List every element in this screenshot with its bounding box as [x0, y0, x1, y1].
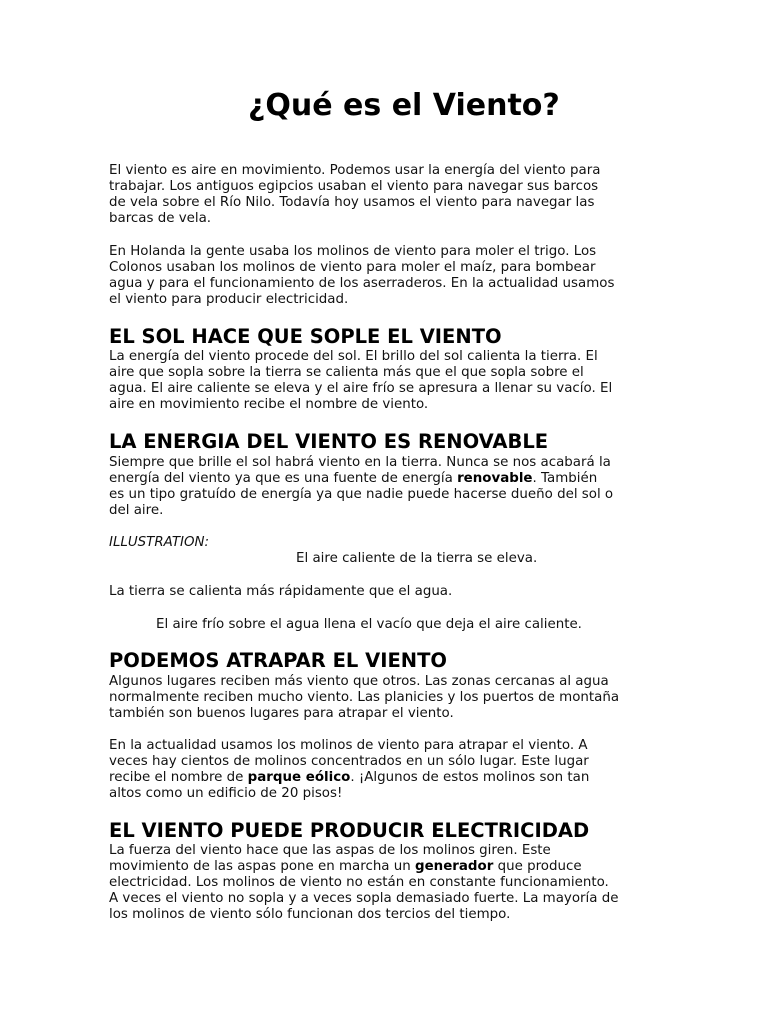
text-run: que produce electricidad. Los molinos de viento no están en constante funcionamiento. A veces el viento no sopla y a veces sopla demasiado fuerte. La mayoría de los molinos de viento sólo funcionan dos tercios del tiempo.: [109, 859, 619, 923]
intro-paragraph-1: El viento es aire en movimiento. Podemos usar la energía del viento para trabajar. Los antiguos egipcios usaban el viento para navegar sus barcos de vela sobre el Río Nilo. Todavía hoy usamos el viento para navegar las barcas de vela.: [109, 163, 601, 227]
section-heading-renovable: LA ENERGIA DEL VIENTO ES RENOVABLE: [109, 430, 549, 453]
illustration-caption-3: El aire frío sobre el agua llena el vacío que deja el aire caliente.: [156, 617, 582, 632]
illustration-caption-1: El aire caliente de la tierra se eleva.: [296, 551, 538, 566]
section-heading-electricidad: EL VIENTO PUEDE PRODUCIR ELECTRICIDAD: [109, 819, 590, 842]
text-run: . ¡Algunos de estos molinos son tan altos como un edificio de 20 pisos!: [109, 770, 590, 802]
illustration-caption-2: La tierra se calienta más rápidamente que el agua.: [109, 584, 453, 599]
text-run: . También es un tipo gratuído de energía ya que nadie puede hacerse dueño del sol o del aire.: [109, 471, 614, 519]
section-sol-paragraph: La energía del viento procede del sol. El brillo del sol calienta la tierra. El aire que sopla sobre la tierra se calienta más que el que sopla sobre el agua. El aire caliente se eleva y el aire frío se apresura a llenar su vacío. El aire en movimiento recibe el nombre de viento.: [109, 349, 613, 413]
section-atrapar-paragraph-2: [109, 738, 664, 802]
page-title: ¿Qué es el Viento?: [248, 88, 560, 123]
section-renovable-paragraph: [109, 455, 664, 519]
bold-term-parque-eolico: parque eólico: [247, 770, 351, 786]
text-run: La fuerza del viento hace que las aspas de los molinos giren. Este movimiento de las aspas pone en marcha un: [109, 843, 551, 875]
bold-term-renovable: renovable: [457, 471, 533, 487]
text-run: Siempre que brille el sol habrá viento en la tierra. Nunca se nos acabará la energía del viento ya que es una fuente de energía: [109, 455, 611, 487]
section-atrapar-paragraph-1: Algunos lugares reciben más viento que otros. Las zonas cercanas al agua normalmente reciben mucho viento. Las planicies y los puertos de montaña también son buenos lugares para atrapar el viento.: [109, 674, 620, 722]
intro-paragraph-2: En Holanda la gente usaba los molinos de viento para moler el trigo. Los Colonos usaban los molinos de viento para moler el maíz, para bombear agua y para el funcionamiento de los aserraderos. En la actualidad usamos el viento para producir electricidad.: [109, 244, 615, 308]
section-heading-atrapar: PODEMOS ATRAPAR EL VIENTO: [109, 649, 447, 672]
text-run: En la actualidad usamos los molinos de viento para atrapar el viento. A veces hay cientos de molinos concentrados en un sólo lugar. Este lugar recibe el nombre de: [109, 738, 589, 786]
bold-term-generador: generador: [415, 859, 494, 875]
section-electricidad-paragraph: [109, 843, 664, 923]
section-heading-sol: EL SOL HACE QUE SOPLE EL VIENTO: [109, 325, 502, 348]
illustration-label: ILLUSTRATION:: [109, 535, 210, 550]
